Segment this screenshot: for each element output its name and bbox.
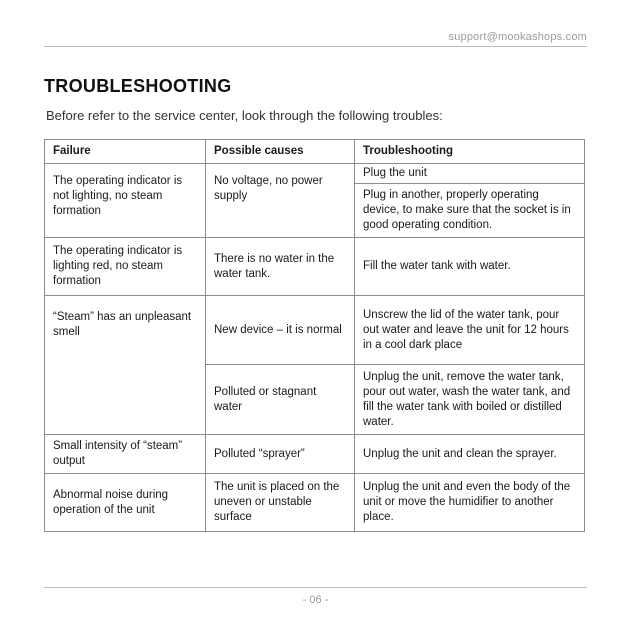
failure-cell: The operating indicator is lighting red, no steam formation [45, 238, 206, 296]
cause-cell: New device – it is normal [206, 296, 355, 365]
fix-cell: Unplug the unit and clean the sprayer. [355, 435, 585, 474]
cause-cell: Polluted “sprayer” [206, 435, 355, 474]
cause-cell: The unit is placed on the uneven or unstable surface [206, 474, 355, 532]
table-row [45, 164, 585, 184]
header-possible-causes: Possible causes [206, 140, 355, 164]
failure-cell: Small intensity of “steam” output [45, 435, 206, 474]
header-email: support@mookashops.com [448, 31, 587, 43]
troubleshooting-table [44, 139, 585, 532]
table-row [45, 474, 585, 532]
page-number: - 06 - [302, 594, 329, 606]
failure-cell: The operating indicator is not lighting, no steam formation [45, 164, 206, 238]
table-row [45, 238, 585, 296]
footer-divider [44, 587, 587, 588]
failure-cell: “Steam” has an unpleasant smell [45, 296, 206, 435]
failure-cell: Abnormal noise during operation of the unit [45, 474, 206, 532]
fix-cell: Fill the water tank with water. [355, 238, 585, 296]
table-row [45, 435, 585, 474]
page-title: TROUBLESHOOTING [44, 76, 232, 96]
header-troubleshooting: Troubleshooting [355, 140, 585, 164]
fix-cell: Unplug the unit and even the body of the unit or move the humidifier to another place. [355, 474, 585, 532]
fix-cell: Plug in another, properly operating device, to make sure that the socket is in good operating condition. [355, 184, 585, 238]
cause-cell: No voltage, no power supply [206, 164, 355, 238]
intro-text: Before refer to the service center, look through the following troubles: [46, 108, 443, 123]
table-row [45, 296, 585, 365]
fix-cell: Unscrew the lid of the water tank, pour out water and leave the unit for 12 hours in a cool dark place [355, 296, 585, 365]
cause-cell: Polluted or stagnant water [206, 365, 355, 435]
cause-cell: There is no water in the water tank. [206, 238, 355, 296]
header-failure: Failure [45, 140, 206, 164]
fix-cell: Unplug the unit, remove the water tank, pour out water, wash the water tank, and fill the water tank with boiled or distilled water. [355, 365, 585, 435]
table-header-row [45, 140, 585, 164]
header-divider [44, 46, 587, 47]
fix-cell: Plug the unit [355, 164, 585, 184]
